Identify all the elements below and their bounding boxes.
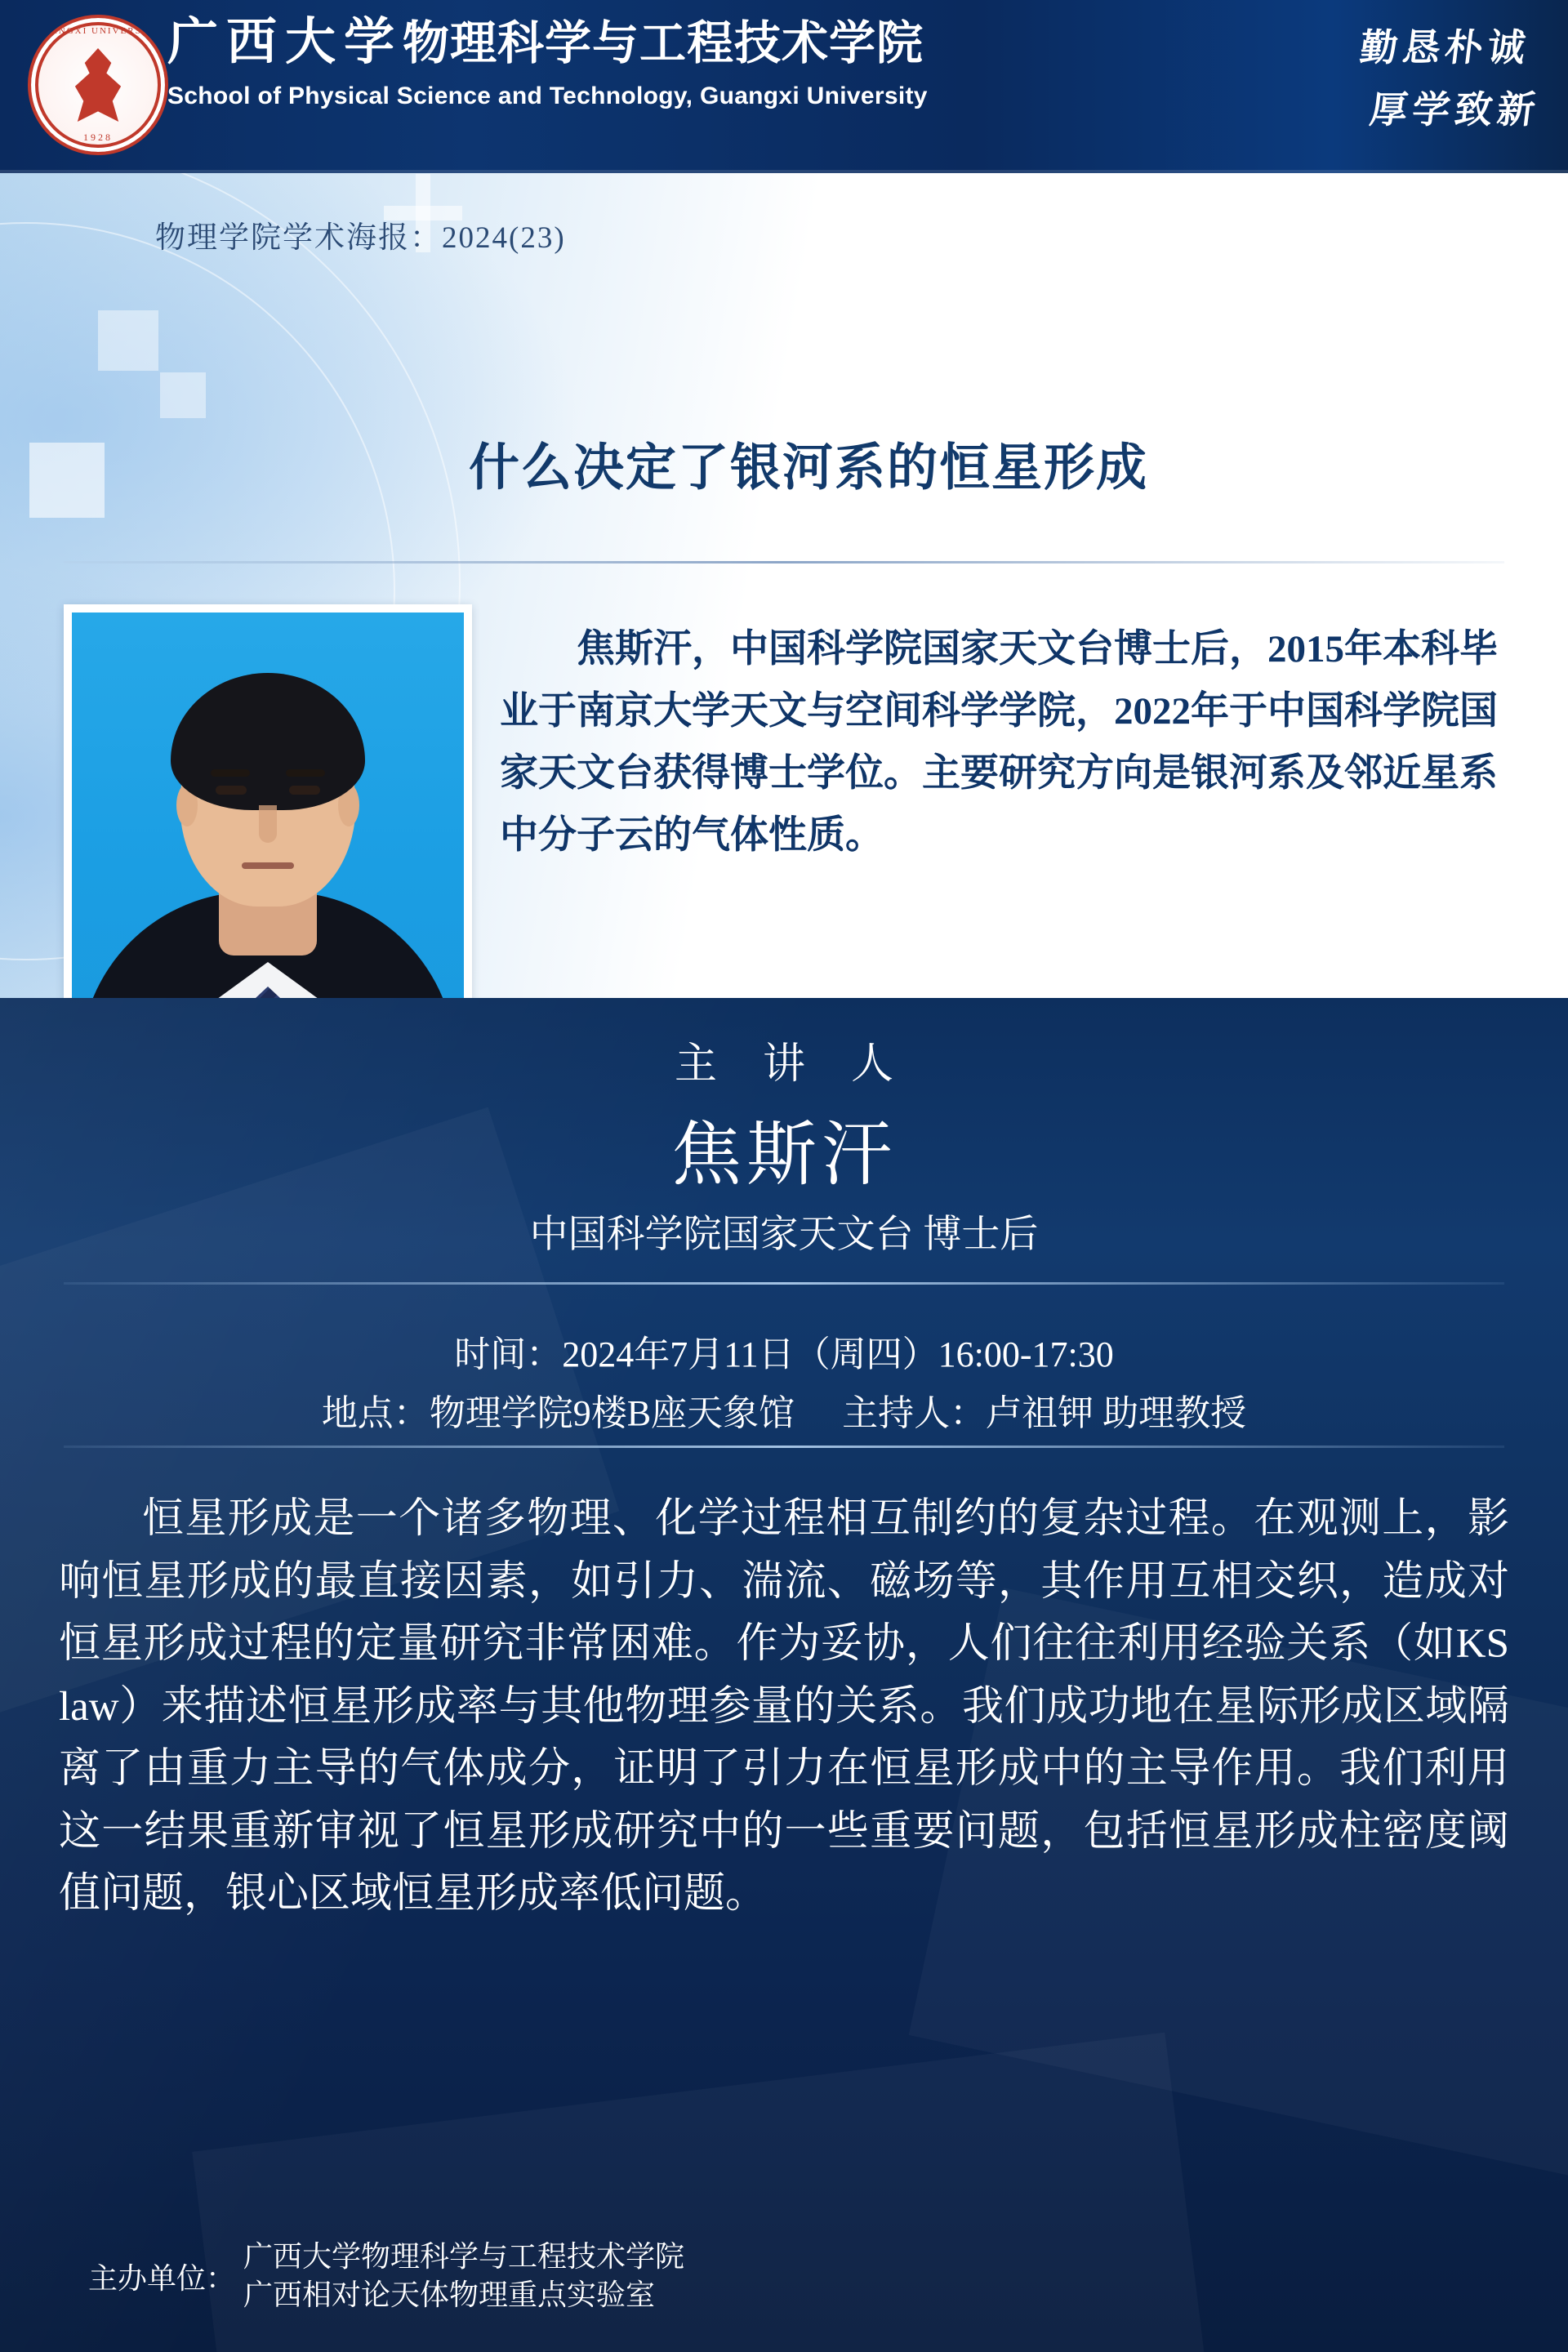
university-logo — [23, 10, 167, 158]
school-name-cn: 物理科学与工程技术学院 — [403, 18, 924, 69]
organizer-line-1: 广西大学物理科学与工程技术学院 — [243, 2240, 685, 2274]
flame-icon — [68, 48, 128, 122]
organizer-label: 主办单位： — [88, 2261, 236, 2295]
talk-abstract: 恒星形成是一个诸多物理、化学过程相互制约的复杂过程。在观测上，影响恒星形成的最直接因素，如引力、湍流、磁场等，其作用互相交织，造成对恒星形成过程的定量研究非常困难。作为妥协，人们往往利用经验关系（如KS law）来描述恒星形成率与其他物理参量的关系。我们成功地在星际形成区域隔离了由重力主导的气体成分，证明了引力在恒星形成中的主导作用。我们利用这一结果重新审视了恒星形成研究中的一些重要问题，包括恒星形成柱密度阈值问题，银心区域恒星形成率低问题。 — [59, 1496, 1509, 1917]
event-time-label: 时间： — [454, 1334, 563, 1374]
university-seal-icon — [28, 15, 168, 155]
portrait-brow-right — [286, 769, 325, 777]
portrait-hair — [171, 673, 365, 810]
divider-above-meta — [64, 1282, 1504, 1285]
organizer-names — [243, 2238, 684, 2314]
poster-upper-section — [0, 173, 1568, 998]
motto-line-2: 厚学致新 — [1367, 89, 1543, 131]
motto-line-1: 勤恳朴诚 — [1357, 27, 1533, 69]
event-time — [0, 1325, 1568, 1377]
poster-header — [0, 0, 1568, 173]
seal-bottom-text: 1928 — [83, 131, 113, 143]
poster-lower-section — [0, 998, 1568, 2352]
poster-series-number: 物理学院学术海报：2024(23) — [155, 221, 566, 255]
title-divider — [64, 561, 1504, 564]
school-name-en: School of Physical Science and Technology, Guangxi University — [167, 82, 928, 110]
speaker-name: 焦斯汗 — [671, 1116, 897, 1194]
speaker-portrait — [64, 604, 472, 998]
talk-title: 什么决定了银河系的恒星形成 — [468, 440, 1148, 497]
portrait-eye-left — [216, 786, 247, 795]
decor-cross-2b — [1022, 189, 1035, 261]
header-title-block — [167, 16, 928, 110]
speaker-section-label: 主讲人 — [674, 1041, 939, 1088]
divider-below-meta — [64, 1446, 1504, 1448]
speaker-bio: 焦斯汗，中国科学院国家天文台博士后，2015年本科毕业于南京大学天文与空间科学学院，2022年于中国科学院国家天文台获得博士学位。主要研究方向是银河系及邻近星系中分子云的气体性质。 — [500, 628, 1498, 858]
university-motto — [1357, 18, 1543, 134]
header-chinese-title — [167, 16, 928, 69]
event-host-label: 主持人： — [842, 1393, 987, 1433]
event-place-host — [0, 1383, 1568, 1436]
speaker-affiliation: 中国科学院国家天文台 博士后 — [529, 1214, 1039, 1256]
seal-top-text: GUANGXI UNIVERSITY — [33, 26, 163, 36]
portrait-eye-right — [289, 786, 320, 795]
organizer-block — [88, 2238, 684, 2314]
event-place-label: 地点： — [321, 1393, 430, 1433]
portrait-nose — [259, 805, 277, 843]
seal-emblem — [46, 33, 150, 137]
university-name-cn: 广西大学 — [167, 15, 403, 70]
portrait-mouth — [242, 862, 294, 869]
organizer-line-2: 广西相对论天体物理重点实验室 — [243, 2278, 656, 2312]
event-place-value: 物理学院9楼B座天象馆 — [429, 1393, 795, 1433]
portrait-image — [72, 612, 464, 998]
event-host-value: 卢祖钾 助理教授 — [986, 1393, 1247, 1433]
event-time-value: 2024年7月11日（周四）16:00-17:30 — [562, 1334, 1114, 1374]
portrait-brow-left — [211, 769, 250, 777]
